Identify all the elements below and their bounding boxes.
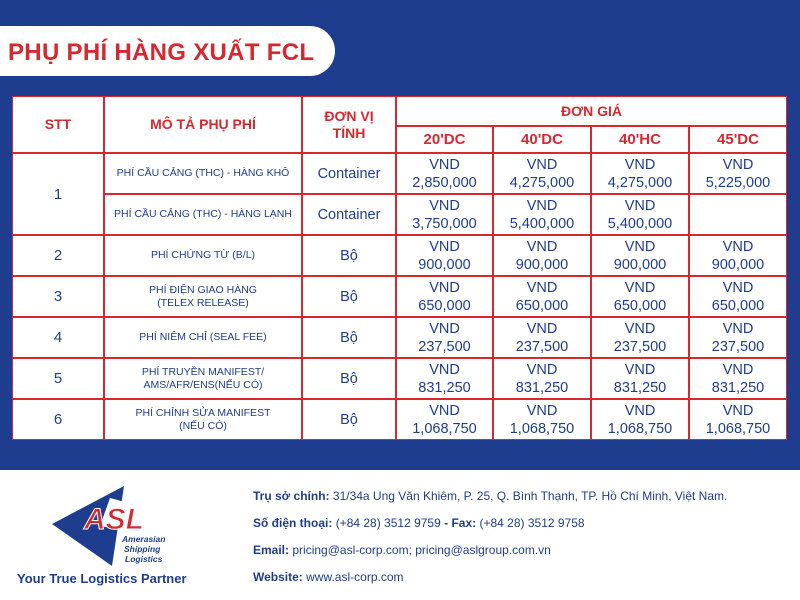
website-line xyxy=(253,570,404,584)
price-amount: 237,500 xyxy=(418,338,471,355)
fee-unit-value: Bộ xyxy=(340,370,358,387)
fee-unit-value: Bộ xyxy=(340,329,358,346)
price-amount: 5,400,000 xyxy=(509,215,575,232)
stt-cell xyxy=(12,235,104,276)
price-amount: 900,000 xyxy=(418,256,471,273)
email-label: Email: xyxy=(253,543,290,557)
price-amount: 831,250 xyxy=(613,379,667,396)
price-amount: 5,400,000 xyxy=(607,215,673,232)
price-amount: 650,000 xyxy=(711,297,765,314)
price-amount: 650,000 xyxy=(613,297,667,314)
price-currency: VND xyxy=(526,279,558,296)
logo-text: ASL xyxy=(84,503,144,536)
fee-description-line1: PHÍ TRUYỀN MANIFEST/ xyxy=(141,366,265,378)
fee-description xyxy=(104,153,302,194)
fee-description-line2: (NẾU CÓ) xyxy=(179,419,227,432)
price-cell xyxy=(493,358,591,399)
price-currency: VND xyxy=(526,402,558,419)
header-container-label: 45'DC xyxy=(717,131,759,148)
price-currency: VND xyxy=(722,361,754,378)
fee-description-line1: PHÍ ĐIỆN GIAO HÀNG xyxy=(149,284,257,296)
price-amount: 2,850,000 xyxy=(412,174,477,191)
price-cell xyxy=(493,317,591,358)
price-amount: 831,250 xyxy=(711,379,765,396)
price-currency: VND xyxy=(526,320,558,337)
price-cell xyxy=(591,317,689,358)
fee-unit xyxy=(302,399,396,440)
price-currency: VND xyxy=(624,279,656,296)
fee-description xyxy=(104,276,302,317)
price-currency: VND xyxy=(429,238,460,255)
price-amount: 5,225,000 xyxy=(705,174,771,191)
price-cell xyxy=(591,358,689,399)
logo-sub-3: Logistics xyxy=(125,554,163,564)
website-label: Website: xyxy=(253,570,303,584)
price-currency: VND xyxy=(624,402,656,419)
header-container-label: 40'DC xyxy=(521,131,563,148)
stt-value: 1 xyxy=(53,185,63,203)
fee-unit-value: Bộ xyxy=(340,247,358,264)
price-cell xyxy=(591,153,689,194)
fee-unit-value: Bộ xyxy=(340,411,358,428)
fee-description xyxy=(104,235,302,276)
price-currency: VND xyxy=(624,320,656,337)
fee-description-line1: PHÍ NIÊM CHỈ (SEAL FEE) xyxy=(139,331,267,344)
price-amount: 831,250 xyxy=(418,379,471,396)
price-currency: VND xyxy=(624,238,656,255)
stt-value: 4 xyxy=(53,329,63,346)
header-unit-label-1: ĐƠN VỊ xyxy=(324,107,374,124)
price-amount: 237,500 xyxy=(711,338,765,355)
price-cell xyxy=(591,194,689,235)
price-currency: VND xyxy=(429,156,460,173)
logo-sub-2: Shipping xyxy=(124,544,161,554)
price-amount: 900,000 xyxy=(711,256,765,273)
price-amount: 4,275,000 xyxy=(607,174,673,191)
price-amount: 900,000 xyxy=(613,256,667,273)
fee-unit xyxy=(302,276,396,317)
price-amount: 1,068,750 xyxy=(607,420,673,437)
price-currency: VND xyxy=(624,156,656,173)
logo-sub-1: Amerasian xyxy=(122,534,166,544)
price-cell xyxy=(591,276,689,317)
price-cell xyxy=(689,399,787,440)
price-currency: VND xyxy=(526,238,558,255)
stt-value: 6 xyxy=(53,411,63,428)
email-line xyxy=(253,543,551,557)
fee-unit-value: Bộ xyxy=(340,288,358,305)
price-currency: VND xyxy=(429,197,460,214)
price-cell xyxy=(396,276,493,317)
price-currency: VND xyxy=(722,238,754,255)
stt-value: 5 xyxy=(53,370,63,387)
fee-unit xyxy=(302,153,396,194)
price-amount: 650,000 xyxy=(515,297,569,314)
price-cell xyxy=(591,399,689,440)
price-currency: VND xyxy=(722,156,754,173)
asl-logo xyxy=(50,486,180,568)
fee-unit xyxy=(302,235,396,276)
address-value: 31/34a Ung Văn Khiêm, P. 25, Q. Bình Thạnh, TP. Hồ Chí Minh, Việt Nam. xyxy=(332,489,728,503)
page-title: PHỤ PHÍ HÀNG XUẤT FCL xyxy=(8,39,315,66)
stt-cell xyxy=(12,153,104,235)
price-cell xyxy=(396,153,493,194)
header-container-2 xyxy=(591,126,689,153)
price-amount: 237,500 xyxy=(613,338,667,355)
address-label: Trụ sở chính: xyxy=(253,489,330,503)
fee-description-line1: PHÍ CẦU CẢNG (THC) - HÀNG KHÔ xyxy=(116,167,290,180)
price-cell xyxy=(689,235,787,276)
header-price-label: ĐƠN GIÁ xyxy=(561,102,622,119)
price-amount: 4,275,000 xyxy=(509,174,575,191)
title-tab xyxy=(0,26,335,76)
stt-cell xyxy=(12,358,104,399)
price-currency: VND xyxy=(526,197,558,214)
price-currency: VND xyxy=(429,279,460,296)
header-unit xyxy=(302,96,396,153)
phone-label: Số điện thoại: xyxy=(253,516,333,530)
fee-unit xyxy=(302,317,396,358)
fee-description-line2: AMS/AFR/ENS(NẾU CÓ) xyxy=(143,378,263,391)
stt-value: 3 xyxy=(53,288,63,305)
fax-label: Fax: xyxy=(451,516,477,530)
header-container-label: 20'DC xyxy=(423,131,466,148)
phone-value: (+84 28) 3512 9759 xyxy=(335,516,441,530)
header-unit-label-2: TÍNH xyxy=(332,124,366,141)
header-description xyxy=(104,96,302,153)
price-amount: 650,000 xyxy=(418,297,471,314)
stt-value: 2 xyxy=(53,247,63,264)
stt-cell xyxy=(12,317,104,358)
header-stt xyxy=(12,96,104,153)
price-cell xyxy=(493,194,591,235)
fee-description xyxy=(104,358,302,399)
price-cell xyxy=(689,358,787,399)
address-line xyxy=(253,489,727,503)
fee-description-line1: PHÍ CHỈNH SỬA MANIFEST xyxy=(135,407,271,419)
fee-description-line2: (TELEX RELEASE) xyxy=(157,296,249,309)
fee-unit-value: Container xyxy=(317,165,381,182)
header-price xyxy=(396,96,787,126)
price-cell xyxy=(396,358,493,399)
price-currency: VND xyxy=(526,361,558,378)
price-cell xyxy=(493,153,591,194)
header-stt-label: STT xyxy=(44,116,72,132)
price-amount: 1,068,750 xyxy=(705,420,771,437)
stt-cell xyxy=(12,399,104,440)
fee-unit xyxy=(302,358,396,399)
price-amount: 237,500 xyxy=(515,338,569,355)
price-cell xyxy=(396,194,493,235)
price-currency: VND xyxy=(624,361,656,378)
price-amount: 831,250 xyxy=(515,379,569,396)
price-cell xyxy=(689,317,787,358)
header-container-0 xyxy=(396,126,493,153)
price-cell xyxy=(591,235,689,276)
header-container-3 xyxy=(689,126,787,153)
tagline: Your True Logistics Partner xyxy=(17,571,187,586)
price-cell xyxy=(396,399,493,440)
website-value[interactable]: www.asl-corp.com xyxy=(306,570,404,584)
fee-description xyxy=(104,194,302,235)
price-amount: 900,000 xyxy=(515,256,569,273)
fee-description-line1: PHÍ CHỨNG TỪ (B/L) xyxy=(150,249,256,262)
price-currency: VND xyxy=(429,402,460,419)
price-amount: 1,068,750 xyxy=(509,420,575,437)
price-currency: VND xyxy=(526,156,558,173)
price-cell xyxy=(689,276,787,317)
fee-unit xyxy=(302,194,396,235)
price-cell xyxy=(689,194,787,235)
header-container-label: 40'HC xyxy=(619,131,661,148)
price-currency: VND xyxy=(624,197,656,214)
price-amount: 1,068,750 xyxy=(412,420,477,437)
phone-line: Số điện thoại: (+84 28) 3512 9759 - Fax: (+84 28) 3512 9758 xyxy=(253,516,585,530)
price-cell xyxy=(493,276,591,317)
price-currency: VND xyxy=(722,320,754,337)
price-cell xyxy=(493,399,591,440)
fee-unit-value: Container xyxy=(317,206,381,223)
price-cell xyxy=(493,235,591,276)
header-container-1 xyxy=(493,126,591,153)
price-currency: VND xyxy=(429,320,460,337)
price-currency: VND xyxy=(722,402,754,419)
email-value[interactable]: pricing@asl-corp.com; pricing@aslgroup.com.vn xyxy=(292,543,551,557)
fax-value: (+84 28) 3512 9758 xyxy=(479,516,585,530)
fee-description-line1: PHÍ CẦU CẢNG (THC) - HÀNG LẠNH xyxy=(114,208,292,221)
price-cell xyxy=(689,153,787,194)
price-currency: VND xyxy=(722,279,754,296)
fee-description xyxy=(104,399,302,440)
price-amount: 3,750,000 xyxy=(412,215,477,232)
stt-cell xyxy=(12,276,104,317)
price-cell xyxy=(396,235,493,276)
fee-description xyxy=(104,317,302,358)
price-currency: VND xyxy=(429,361,460,378)
header-description-label: MÔ TẢ PHỤ PHÍ xyxy=(150,116,256,132)
price-cell xyxy=(396,317,493,358)
